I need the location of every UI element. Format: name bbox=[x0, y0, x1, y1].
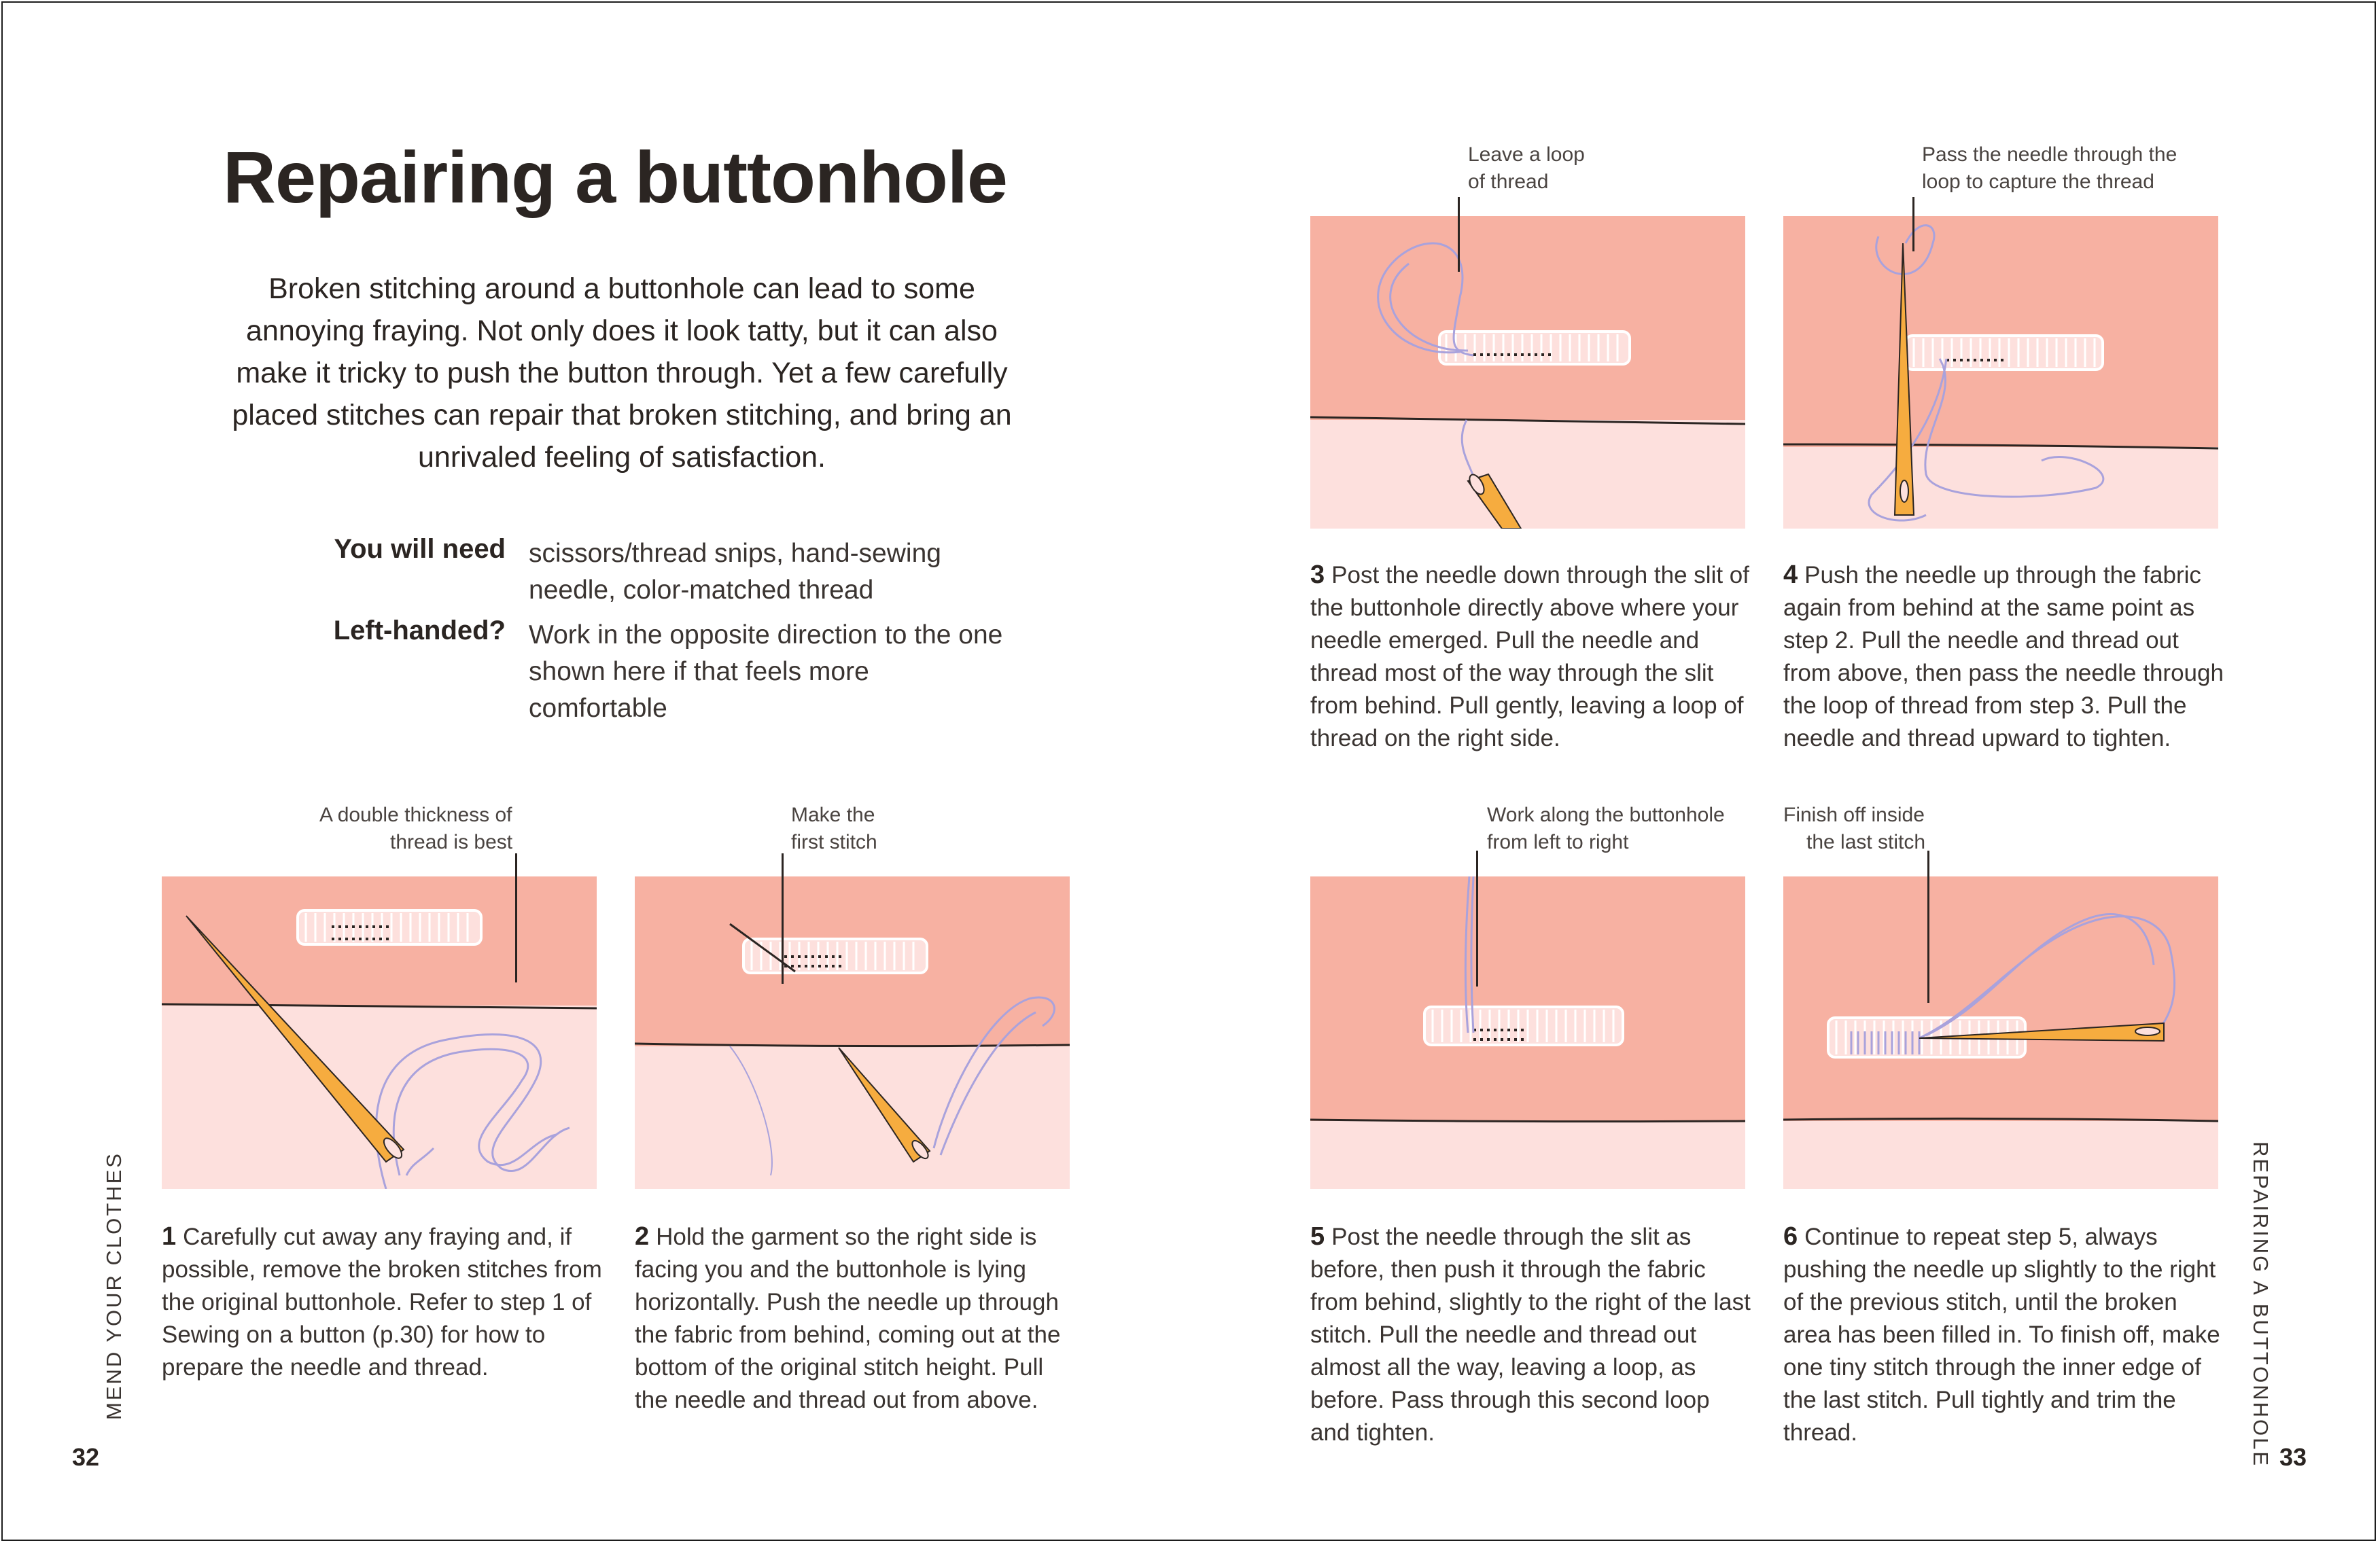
step-5-body: Post the needle through the slit as before, then push it through the fabric from behind, slightly to the right of the last stitch. Pull the needle and thread out almost all the way, leaving a loop, as before. Pass through this second loop and tighten. bbox=[1310, 1224, 1751, 1446]
annotation-step-3-line-1: Leave a loop bbox=[1468, 143, 1585, 166]
illustration-step-2 bbox=[635, 876, 1070, 1189]
step-4-text bbox=[1783, 558, 2225, 755]
step-1-text bbox=[162, 1220, 603, 1384]
page-title: Repairing a buttonhole bbox=[223, 136, 1007, 218]
step-2-body: Hold the garment so the right side is facing you and the buttonhole is lying horizontally. Push the needle up through the fabric from behind, coming out at the bottom of the original stitch height. Pull the needle and thread out from above. bbox=[635, 1224, 1061, 1413]
step-2-number: 2 bbox=[635, 1222, 650, 1251]
leader-line-step-6 bbox=[1927, 851, 1929, 1003]
page-number-left: 32 bbox=[72, 1443, 100, 1471]
annotation-step-3-line-2: of thread bbox=[1468, 171, 1549, 193]
leader-line-step-3 bbox=[1458, 197, 1460, 272]
buttonhole-step-5 bbox=[1424, 1007, 1623, 1045]
annotation-step-5-line-1: Work along the buttonhole bbox=[1487, 804, 1725, 826]
annotation-step-2-line-1: Make the bbox=[791, 804, 875, 826]
illustration-step-5 bbox=[1310, 876, 1745, 1189]
annotation-step-1-line-1: A double thickness of bbox=[319, 804, 512, 826]
step-3-text bbox=[1310, 558, 1752, 755]
step-3-number: 3 bbox=[1310, 561, 1325, 589]
running-head-right: REPAIRING A BUTTONHOLE bbox=[2249, 1141, 2273, 1468]
step-1-body: Carefully cut away any fraying and, if possible, remove the broken stitches from the original buttonhole. Refer to step 1 of Sewing on a button (p.30) for how to prepare the needle and thread. bbox=[162, 1224, 602, 1381]
leader-line-step-4 bbox=[1912, 197, 1914, 251]
you-will-need-label: You will need bbox=[334, 534, 506, 564]
running-head-left: MEND YOUR CLOTHES bbox=[102, 1152, 126, 1420]
illustration-step-4 bbox=[1783, 216, 2218, 529]
leader-line-step-5 bbox=[1476, 851, 1478, 987]
left-handed-line-1: Work in the opposite direction to the one bbox=[529, 620, 1003, 650]
annotation-step-1-line-2: thread is best bbox=[390, 831, 513, 853]
step-4-body: Push the needle up through the fabric again from behind at the same point as step 2. Pull the needle and thread out from above, then pass the needle through the loop of thread from step 3. Pull the needle and thread upward to tighten. bbox=[1783, 562, 2224, 751]
step-1-number: 1 bbox=[162, 1222, 177, 1251]
buttonhole-step-1 bbox=[298, 910, 481, 944]
step-5-number: 5 bbox=[1310, 1222, 1325, 1251]
leader-line-step-2 bbox=[782, 853, 784, 984]
annotation-step-6-line-2: the last stitch bbox=[1806, 831, 1926, 853]
annotation-step-4-line-1: Pass the needle through the bbox=[1922, 143, 2177, 166]
annotation-step-2-line-2: first stitch bbox=[791, 831, 877, 853]
page-number-right: 33 bbox=[2279, 1443, 2307, 1471]
illustration-step-1 bbox=[162, 876, 597, 1189]
step-5-text bbox=[1310, 1220, 1752, 1449]
annotation-step-6-line-1: Finish off inside bbox=[1783, 804, 1925, 826]
intro-paragraph: Broken stitching around a buttonhole can lead to some annoying fraying. Not only does it look tatty, but it can also make it tricky to push the button through. Yet a few carefully placed stitches can repair that broken stitching, and bring an unrivaled feeling of satisfaction. bbox=[232, 272, 1012, 474]
left-handed-line-2: shown here if that feels more comfortable bbox=[529, 657, 869, 723]
step-3-body: Post the needle down through the slit of the buttonhole directly above where your needle emerged. Pull the needle and thread most of the way through the slit from behind. Pull gently, leaving a loop of thread on the right side. bbox=[1310, 562, 1749, 751]
annotation-step-4-line-2: loop to capture the thread bbox=[1922, 171, 2154, 193]
illustration-step-3 bbox=[1310, 216, 1745, 529]
step-4-number: 4 bbox=[1783, 561, 1798, 589]
buttonhole-step-2 bbox=[743, 939, 927, 973]
illustration-step-6 bbox=[1783, 876, 2218, 1189]
left-handed-label: Left-handed? bbox=[333, 616, 506, 645]
you-will-need-line-2: needle, color-matched thread bbox=[529, 575, 874, 605]
buttonhole-step-4 bbox=[1906, 336, 2103, 370]
step-6-body: Continue to repeat step 5, always pushing the needle up slightly to the right of the previous stitch, until the broken area has been filled in. To finish off, make one tiny stitch through the inner edge of the last stitch. Pull tightly and trim the thread. bbox=[1783, 1224, 2220, 1446]
step-2-text bbox=[635, 1220, 1077, 1417]
annotation-step-5-line-2: from left to right bbox=[1487, 831, 1629, 853]
you-will-need-line-1: scissors/thread snips, hand-sewing bbox=[529, 539, 941, 568]
buttonhole-step-3 bbox=[1439, 332, 1630, 364]
step-6-number: 6 bbox=[1783, 1222, 1798, 1251]
leader-line-step-1 bbox=[515, 853, 517, 982]
step-6-text bbox=[1783, 1220, 2225, 1449]
